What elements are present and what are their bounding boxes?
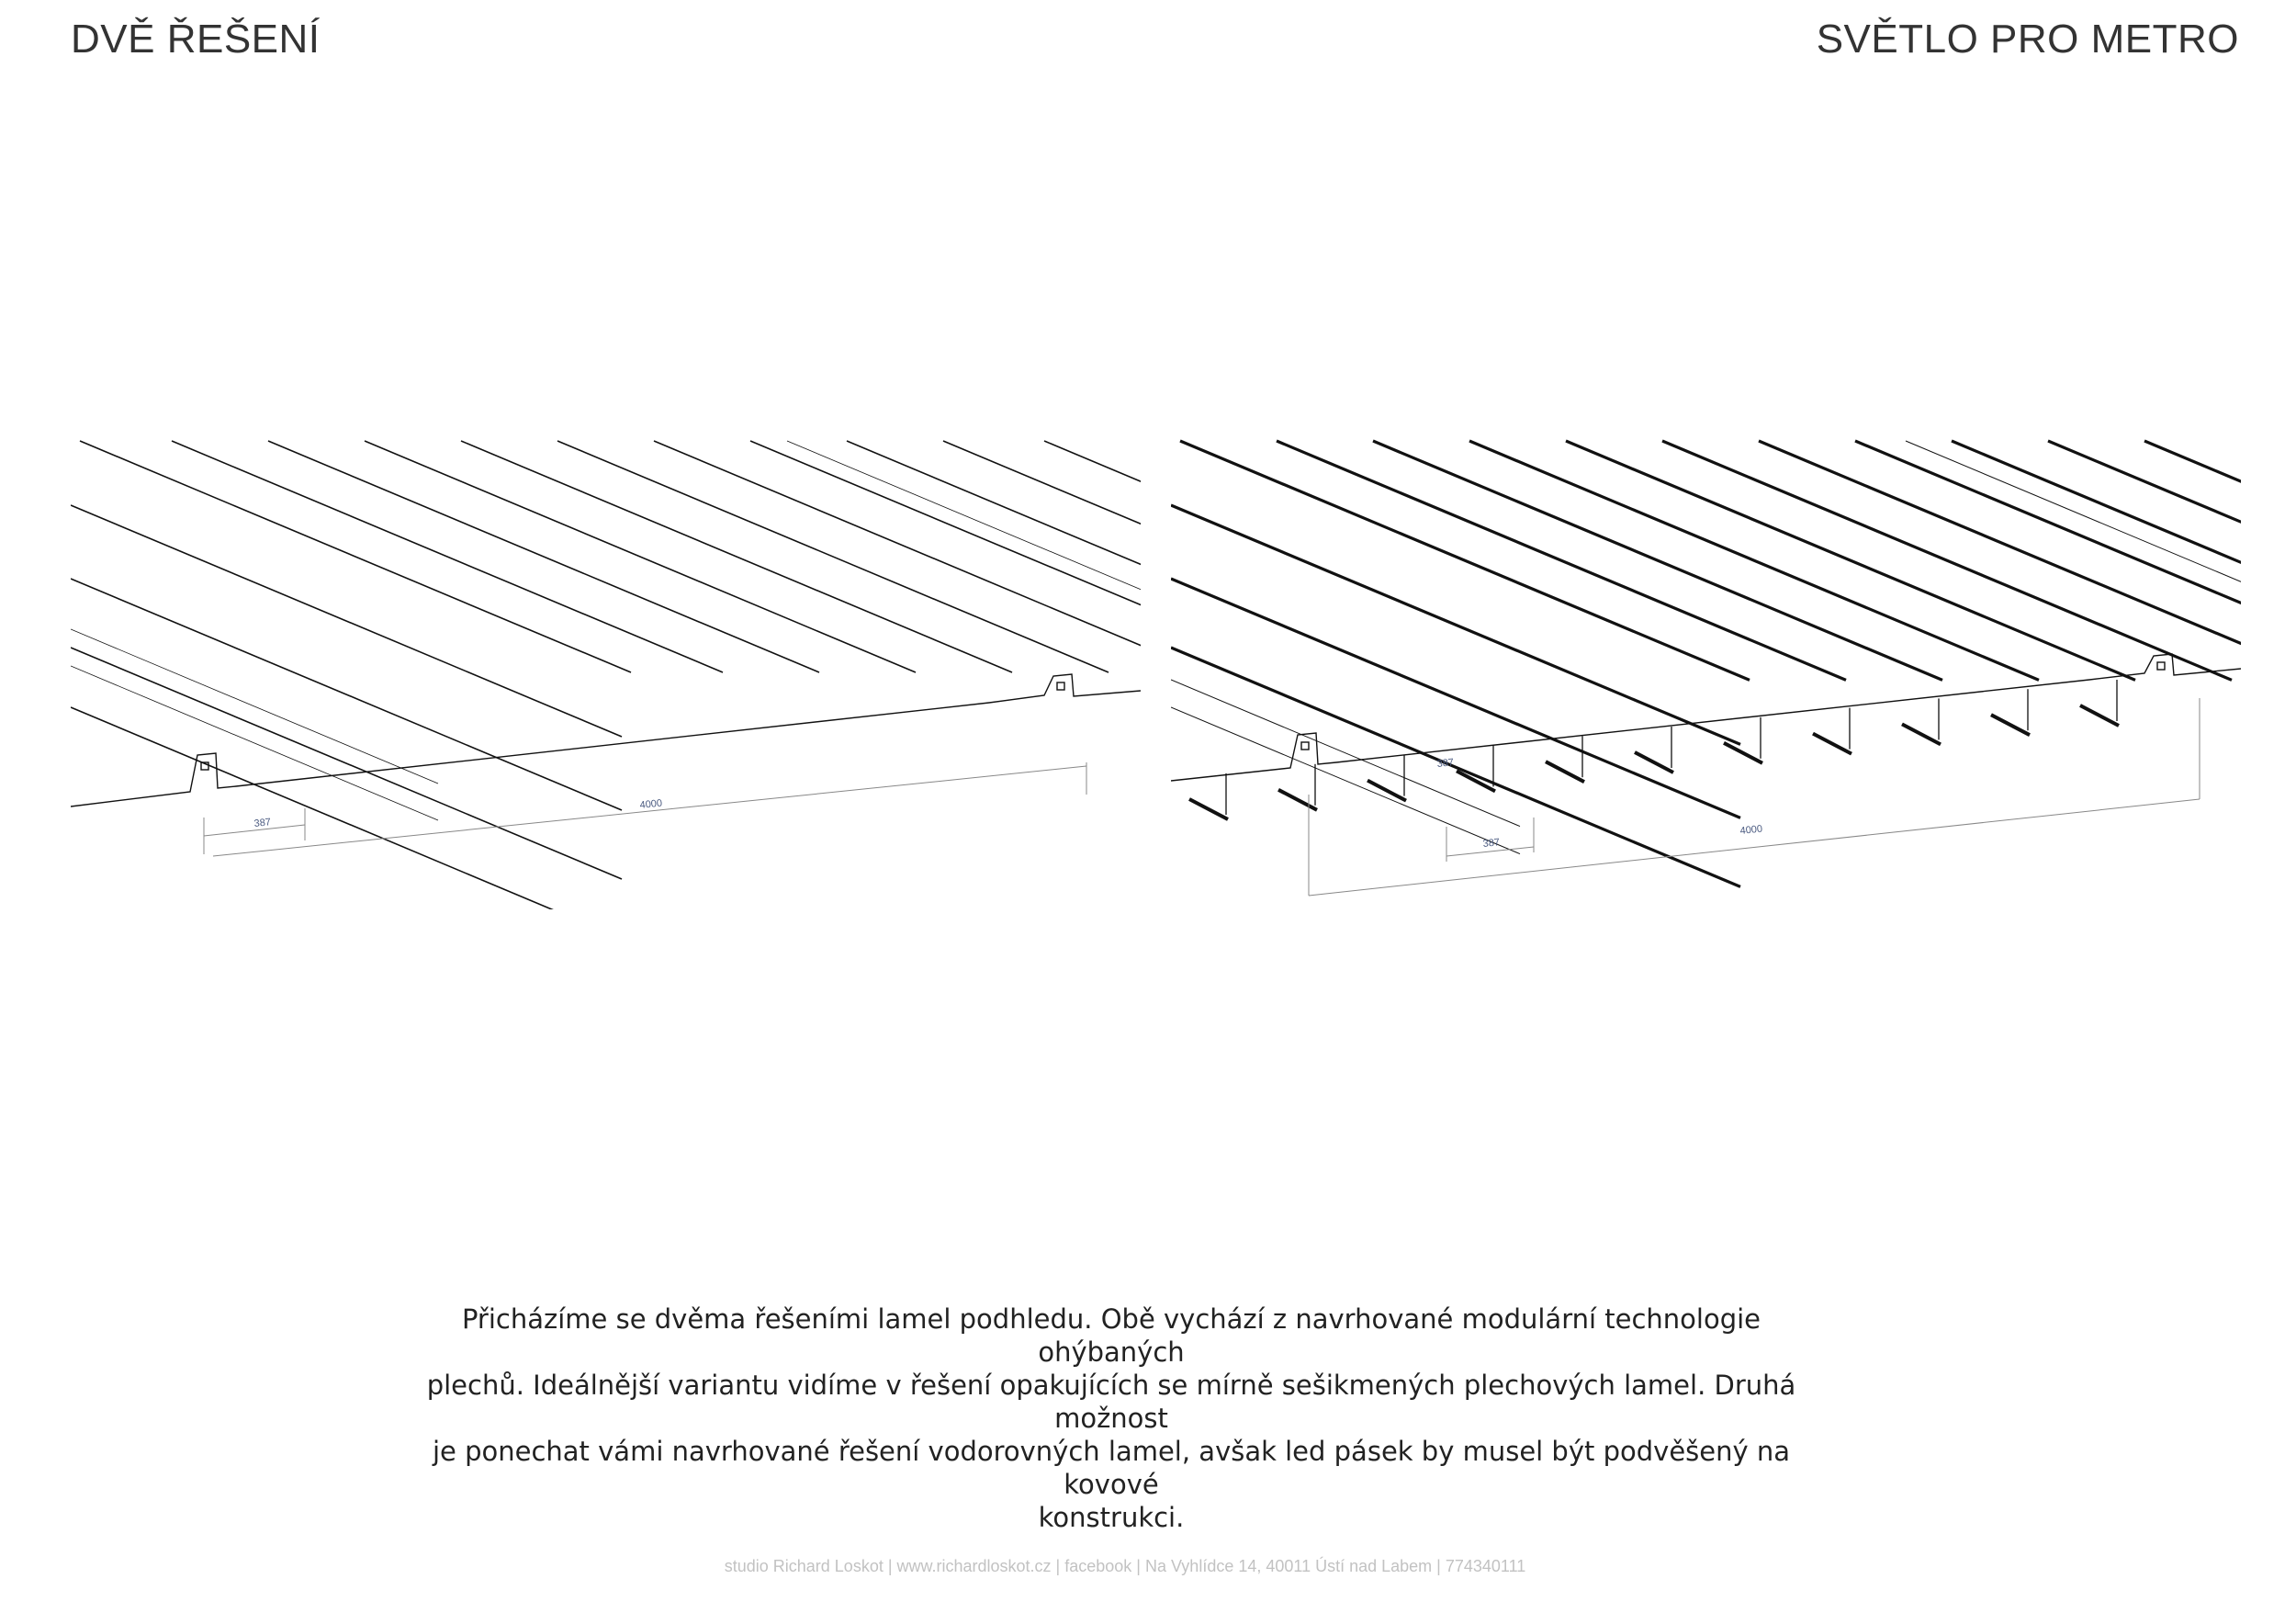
description-line: plechů. Ideálnější variantu vidíme v řešení opakujících se mírně sešikmených plechových lamel. Druhá možnost — [426, 1370, 1796, 1434]
lamella-line — [1952, 441, 2241, 680]
dimension-label-small: 387 — [253, 817, 272, 829]
lamella-line — [1044, 441, 1141, 672]
led-strip — [1278, 790, 1317, 810]
lamella-profile — [71, 674, 1141, 806]
lamella-line — [750, 441, 1141, 672]
lamella-line — [71, 505, 622, 737]
lamella-line — [80, 441, 631, 672]
led-strip — [1635, 752, 1673, 773]
dimension-label-small-top: 387 — [1436, 757, 1455, 770]
lamella-line — [71, 629, 438, 784]
lamella-line — [1277, 441, 1846, 680]
project-title: SVĚTLO PRO METRO — [1816, 17, 2239, 62]
description-text — [404, 1303, 1818, 1534]
led-strip — [2080, 705, 2119, 726]
lamella-lines — [1171, 441, 2241, 886]
lamella-line — [943, 441, 1141, 672]
lamella-profile — [1171, 654, 2241, 781]
sloped-lamellae-svg — [71, 432, 1141, 909]
lamella-line — [1566, 441, 2135, 680]
dimension-lines — [1309, 698, 2200, 896]
lamella-drawing-horizontal — [1171, 432, 2241, 909]
description-line: konstrukci. — [1038, 1502, 1185, 1533]
lamella-line — [1171, 648, 1740, 886]
led-strip — [1724, 743, 1762, 763]
page-title: DVĚ ŘEŠENÍ — [71, 17, 321, 62]
led-strip — [1189, 799, 1228, 819]
lamella-line — [1171, 707, 1520, 854]
led-strip — [1813, 734, 1851, 754]
lamella-line — [1373, 441, 1942, 680]
lamella-lines — [71, 441, 1141, 909]
dimension-label-large: 4000 — [1739, 823, 1763, 837]
led-strip — [1546, 761, 1584, 782]
lamella-line — [1469, 441, 2039, 680]
led-hangers — [1189, 680, 2119, 819]
lamella-line — [1759, 441, 2241, 680]
horizontal-lamellae-svg — [1171, 432, 2241, 909]
dimension-label-large: 4000 — [639, 797, 663, 811]
lamella-line — [71, 648, 622, 879]
lamella-line — [1180, 441, 1750, 680]
dimension-label-small: 387 — [1482, 837, 1501, 850]
lamella-line — [1662, 441, 2232, 680]
lamella-line — [1171, 505, 1740, 744]
lamella-line — [847, 441, 1141, 672]
led-strip — [1991, 715, 2030, 735]
description-line: Přicházíme se dvěma řešeními lamel podhledu. Obě vychází z navrhované modulární technologie ohýbaných — [461, 1303, 1761, 1368]
lamella-drawing-sloped — [71, 432, 1141, 909]
lamella-line — [1171, 579, 1740, 818]
lamella-line — [787, 441, 1141, 595]
description-line: je ponechat vámi navrhované řešení vodorovných lamel, avšak led pásek by musel být podvěšený na kovové — [432, 1436, 1791, 1500]
lamella-line — [71, 666, 438, 820]
lamella-line — [71, 579, 622, 810]
lamella-line — [654, 441, 1141, 672]
footer-contact: studio Richard Loskot | www.richardloskot.cz | facebook | Na Vyhlídce 14, 40011 Ústí nad Labem | 774340111 — [724, 1557, 1526, 1575]
led-strip — [1902, 724, 1941, 744]
lamella-line — [71, 707, 622, 909]
lamella-line — [2144, 441, 2241, 680]
